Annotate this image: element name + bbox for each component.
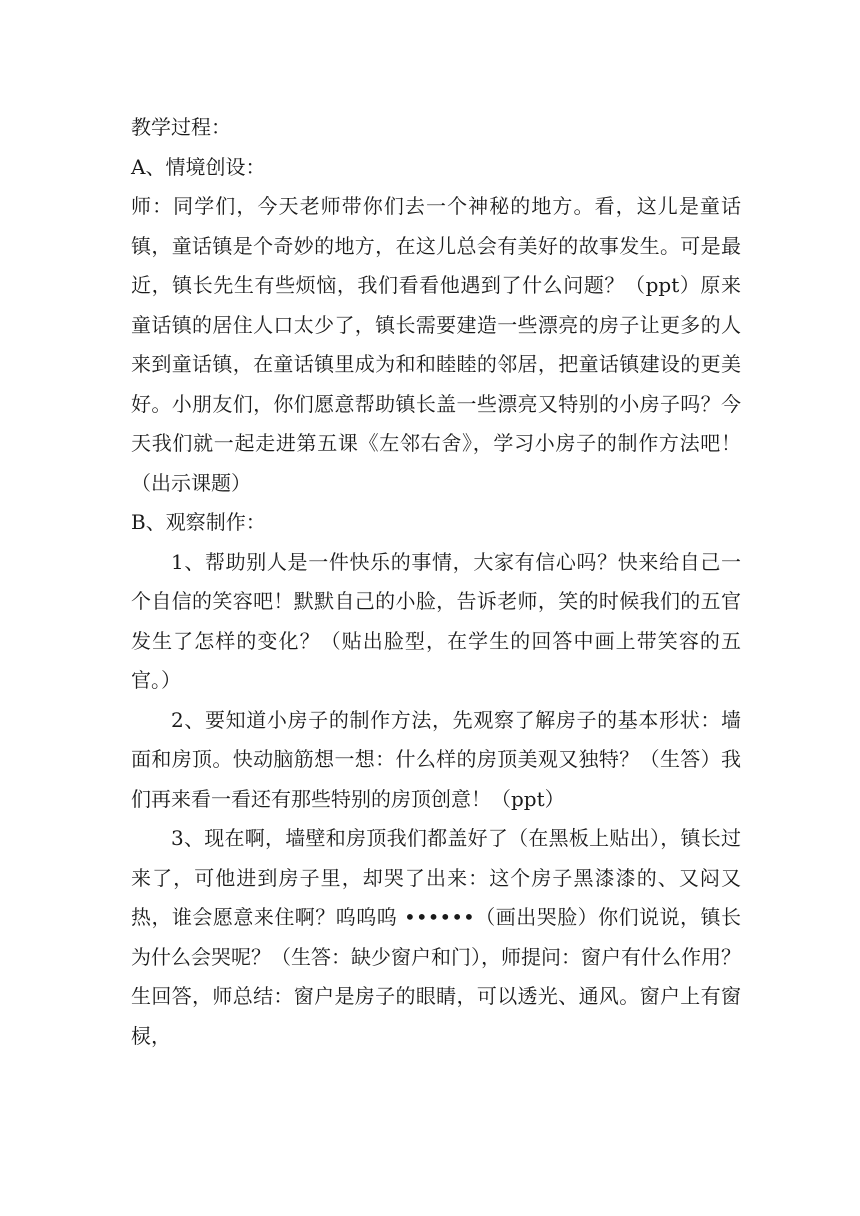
section-heading-teaching-process: 教学过程：	[131, 115, 231, 139]
subsection-heading-scenario: A、情境创设：	[131, 154, 266, 179]
paragraph-step-2: 2、要知道小房子的制作方法，先观察了解房子的基本形状：墙面和房顶。快动脑筋想一想：什么样的房顶美观又独特？（生答）我们再来看一看还有那些特别的房顶创意！（ppt）	[131, 707, 741, 811]
paragraph-step-1: 1、帮助别人是一件快乐的事情，大家有信心吗？快来给自己一个自信的笑容吧！默默自己的小脸，告诉老师，笑的时候我们的五官发生了怎样的变化？（贴出脸型，在学生的回答中画上带笑容的五官。）	[131, 549, 741, 692]
paragraph-teacher-intro: 师：同学们，今天老师带你们去一个神秘的地方。看，这儿是童话镇，童话镇是个奇妙的地方，在这儿总会有美好的故事发生。可是最近，镇长先生有些烦恼，我们看看他遇到了什么问题？（ppt）原来童话镇的居住人口太少了，镇长需要建造一些漂亮的房子让更多的人来到童话镇，在童话镇里成为和和睦睦的邻居，把童话镇建设的更美好。小朋友们，你们愿意帮助镇长盖一些漂亮又特别的小房子吗？今天我们就一起走进第五课《左邻右舍》，学习小房子的制作方法吧！（出示课题）	[131, 194, 741, 495]
paragraph-step-3: 3、现在啊，墙壁和房顶我们都盖好了（在黑板上贴出），镇长过来了，可他进到房子里，却哭了出来：这个房子黑漆漆的、又闷又热，谁会愿意来住啊？呜呜呜 ••••••（画出哭脸）你们说说，镇长为什么会哭呢？（生答：缺少窗户和门），师提问：窗户有什么作用？生回答，师总结：窗户是房子的眼睛，可以透光、通风。窗户上有窗棂，	[131, 826, 741, 1048]
subsection-heading-observe-make: B、观察制作：	[131, 510, 266, 534]
document-body	[131, 108, 741, 1056]
